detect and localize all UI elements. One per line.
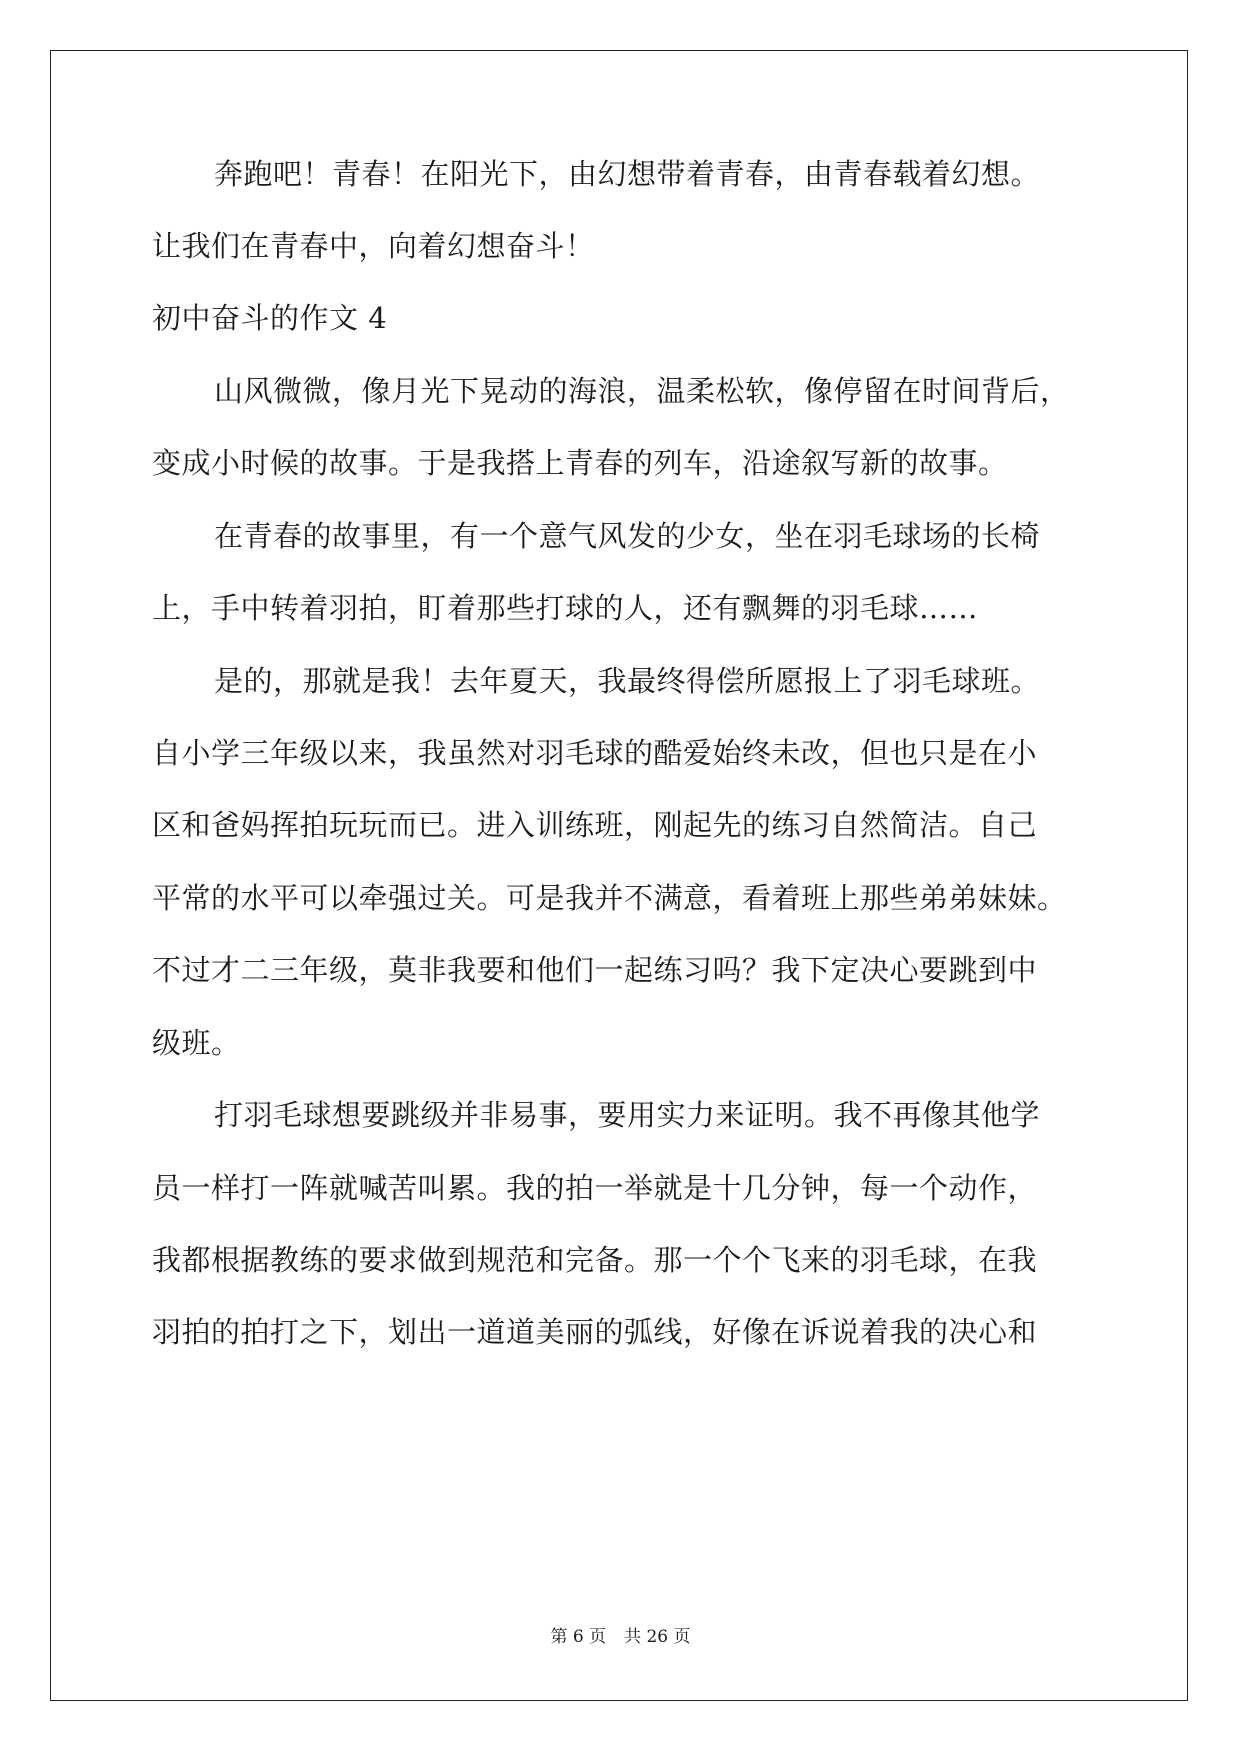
page-border bbox=[50, 50, 1188, 1701]
text-line: 区和爸妈挥拍玩玩而已。进入训练班，刚起先的练习自然简洁。自己 bbox=[152, 808, 1038, 842]
text-line: 上，手中转着羽拍，盯着那些打球的人，还有飘舞的羽毛球…… bbox=[152, 591, 979, 625]
text-line: 自小学三年级以来，我虽然对羽毛球的酷爱始终未改，但也只是在小 bbox=[152, 736, 1038, 770]
text-line: 级班。 bbox=[152, 1026, 241, 1060]
text-line: 员一样打一阵就喊苦叫累。我的拍一举就是十几分钟，每一个动作， bbox=[152, 1171, 1038, 1205]
text-line: 是的，那就是我！去年夏天，我最终得偿所愿报上了羽毛球班。 bbox=[214, 664, 1041, 698]
section-heading: 初中奋斗的作文 4 bbox=[152, 301, 388, 335]
text-line: 羽拍的拍打之下，划出一道道美丽的弧线，好像在诉说着我的决心和 bbox=[152, 1315, 1038, 1349]
text-line: 打羽毛球想要跳级并非易事，要用实力来证明。我不再像其他学 bbox=[214, 1098, 1041, 1132]
text-line: 奔跑吧！青春！在阳光下，由幻想带着青春，由青春载着幻想。 bbox=[214, 157, 1041, 191]
text-line: 不过才二三年级，莫非我要和他们一起练习吗？我下定决心要跳到中 bbox=[152, 953, 1038, 987]
text-line: 让我们在青春中，向着幻想奋斗！ bbox=[152, 229, 595, 263]
text-line: 山风微微，像月光下晃动的海浪，温柔松软，像停留在时间背后， bbox=[214, 374, 1070, 408]
text-line: 在青春的故事里，有一个意气风发的少女，坐在羽毛球场的长椅 bbox=[214, 519, 1041, 553]
page-total: 共 26 页 bbox=[624, 1627, 691, 1647]
text-line: 平常的水平可以牵强过关。可是我并不满意，看着班上那些弟弟妹妹。 bbox=[152, 881, 1067, 915]
text-line: 变成小时候的故事。于是我搭上青春的列车，沿途叙写新的故事。 bbox=[152, 446, 1008, 480]
text-line: 我都根据教练的要求做到规范和完备。那一个个飞来的羽毛球，在我 bbox=[152, 1243, 1038, 1277]
page-footer bbox=[0, 1622, 1241, 1647]
page-number: 第 6 页 bbox=[550, 1627, 607, 1647]
